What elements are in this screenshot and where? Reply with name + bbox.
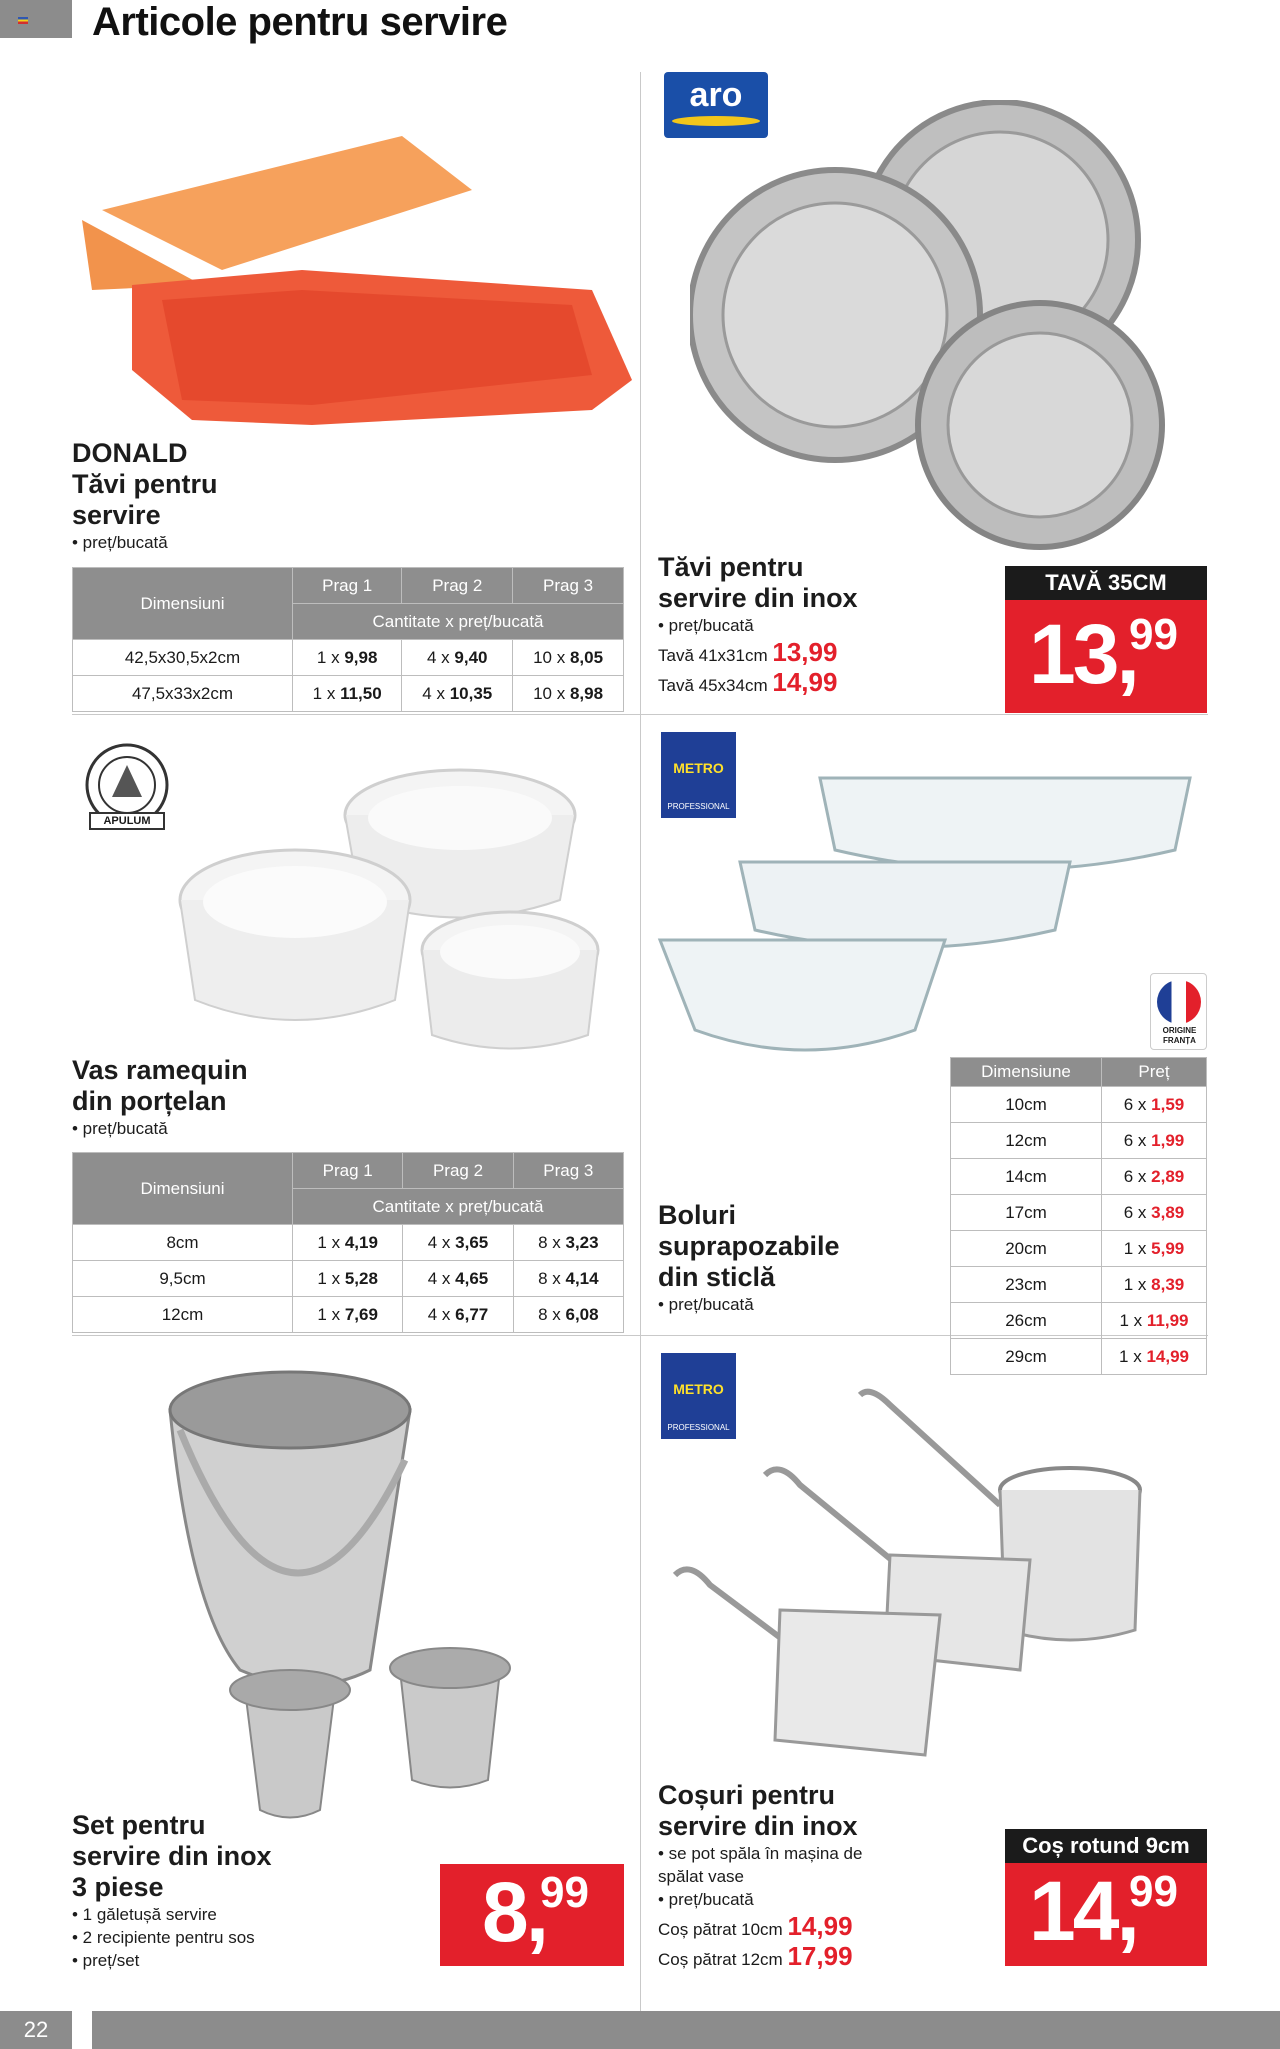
header-tab xyxy=(0,0,72,38)
table-cell: 10cm xyxy=(951,1087,1102,1123)
table-cell: 10 x 8,98 xyxy=(513,676,624,712)
metro-professional-logo: METRO PROFESSIONAL xyxy=(661,732,736,818)
table-cell: 29cm xyxy=(951,1339,1102,1375)
table-row xyxy=(73,1297,624,1333)
product-title-line: din sticlă xyxy=(658,1262,776,1292)
table-cell: 12cm xyxy=(73,1297,293,1333)
table-subheader: Cantitate x preț/bucată xyxy=(293,604,624,640)
product-title-line: Tăvi pentru xyxy=(72,469,218,499)
table-cell: 6 x 3,89 xyxy=(1102,1195,1207,1231)
price-box xyxy=(1005,566,1207,713)
variant-price-line: Coș pătrat 10cm 14,99 xyxy=(658,1911,853,1941)
table-row xyxy=(951,1339,1207,1375)
product-title-line: Vas ramequin xyxy=(72,1055,248,1085)
product-image-ramequins xyxy=(170,750,610,1060)
big-price: 8, 99 xyxy=(482,1865,589,1959)
product-title-line: suprapozabile xyxy=(658,1231,840,1261)
table-row xyxy=(951,1267,1207,1303)
table-row xyxy=(951,1303,1207,1339)
table-row xyxy=(951,1195,1207,1231)
price-note: • preț/bucată xyxy=(72,1119,168,1138)
table-cell: 4 x 6,77 xyxy=(403,1297,513,1333)
table-header: Preț xyxy=(1102,1058,1207,1087)
page-title: Articole pentru servire xyxy=(92,0,508,44)
table-row xyxy=(73,640,624,676)
origin-france-badge: ORIGINE FRANȚA xyxy=(1150,973,1207,1050)
price-box-label: TAVĂ 35CM xyxy=(1005,566,1207,600)
product-title-line: Set pentru xyxy=(72,1810,206,1840)
table-cell: 23cm xyxy=(951,1267,1102,1303)
table-cell: 6 x 2,89 xyxy=(1102,1159,1207,1195)
row-divider xyxy=(72,714,1208,715)
product-title-line: servire din inox xyxy=(658,1811,858,1841)
table-cell: 6 x 1,99 xyxy=(1102,1123,1207,1159)
product-image-inox-trays xyxy=(690,100,1220,550)
table-row xyxy=(73,1225,624,1261)
table-cell: 14cm xyxy=(951,1159,1102,1195)
table-header: Dimensiuni xyxy=(73,568,293,640)
price-box-label: Coș rotund 9cm xyxy=(1005,1829,1207,1863)
table-cell: 1 x 4,19 xyxy=(293,1225,403,1261)
ramequin-price-table xyxy=(72,1152,624,1333)
table-cell: 8 x 4,14 xyxy=(513,1261,623,1297)
variant-price-line: Tavă 41x31cm 13,99 xyxy=(658,637,838,667)
table-subheader: Cantitate x preț/bucată xyxy=(293,1189,624,1225)
product-image-wire-baskets xyxy=(670,1385,1180,1765)
table-cell: 8 x 6,08 xyxy=(513,1297,623,1333)
flag-icon xyxy=(18,17,28,24)
product-image-bucket-set xyxy=(150,1370,570,1830)
table-cell: 8cm xyxy=(73,1225,293,1261)
price-box xyxy=(1005,1829,1207,1966)
table-cell: 20cm xyxy=(951,1231,1102,1267)
product-title-line: servire din inox xyxy=(658,583,858,613)
price-note: • preț/bucată xyxy=(658,616,754,635)
table-row xyxy=(951,1231,1207,1267)
page-number: 22 xyxy=(0,2011,72,2049)
table-cell: 10 x 8,05 xyxy=(513,640,624,676)
table-header: Prag 1 xyxy=(293,568,402,604)
table-cell: 4 x 10,35 xyxy=(402,676,513,712)
product-title-line: servire din inox xyxy=(72,1841,272,1871)
table-cell: 47,5x33x2cm xyxy=(73,676,293,712)
table-cell: 1 x 14,99 xyxy=(1102,1339,1207,1375)
table-cell: 4 x 4,65 xyxy=(403,1261,513,1297)
table-cell: 1 x 11,50 xyxy=(293,676,402,712)
product-title-line: Boluri xyxy=(658,1200,736,1230)
table-cell: 4 x 3,65 xyxy=(403,1225,513,1261)
table-header: Dimensiuni xyxy=(73,1153,293,1225)
product-brand: DONALD xyxy=(72,438,188,468)
table-cell: 17cm xyxy=(951,1195,1102,1231)
table-cell: 8 x 3,23 xyxy=(513,1225,623,1261)
apulum-logo: APULUM xyxy=(72,735,182,835)
france-flag-icon xyxy=(1157,980,1201,1024)
table-cell: 1 x 5,99 xyxy=(1102,1231,1207,1267)
table-cell: 26cm xyxy=(951,1303,1102,1339)
donald-price-table xyxy=(72,567,624,712)
table-cell: 9,5cm xyxy=(73,1261,293,1297)
product-title-line: servire xyxy=(72,500,161,530)
table-row xyxy=(73,1261,624,1297)
price-box xyxy=(440,1864,624,1966)
table-header: Prag 1 xyxy=(293,1153,403,1189)
aro-logo: aro xyxy=(664,72,768,138)
table-cell: 1 x 5,28 xyxy=(293,1261,403,1297)
product-title-line: Tăvi pentru xyxy=(658,552,804,582)
table-cell: 4 x 9,40 xyxy=(402,640,513,676)
metro-professional-logo: METRO PROFESSIONAL xyxy=(661,1353,736,1439)
table-row xyxy=(951,1159,1207,1195)
variant-price-line: Tavă 45x34cm 14,99 xyxy=(658,667,838,697)
table-header: Dimensiune xyxy=(951,1058,1102,1087)
big-price: 14, 99 xyxy=(1029,1864,1178,1958)
table-cell: 1 x 7,69 xyxy=(293,1297,403,1333)
big-price: 13, 99 xyxy=(1029,607,1178,701)
product-title-line: din porțelan xyxy=(72,1086,227,1116)
price-note: • preț/bucată xyxy=(72,533,168,552)
table-cell: 1 x 11,99 xyxy=(1102,1303,1207,1339)
table-cell: 12cm xyxy=(951,1123,1102,1159)
table-header: Prag 3 xyxy=(513,568,624,604)
table-header: Prag 3 xyxy=(513,1153,623,1189)
footer-bar xyxy=(92,2011,1280,2049)
column-divider xyxy=(640,72,641,2015)
table-header: Prag 2 xyxy=(403,1153,513,1189)
table-cell: 1 x 8,39 xyxy=(1102,1267,1207,1303)
bowls-price-table xyxy=(950,1057,1207,1375)
table-cell: 42,5x30,5x2cm xyxy=(73,640,293,676)
product-title-line: Coșuri pentru xyxy=(658,1780,836,1810)
table-header: Prag 2 xyxy=(402,568,513,604)
price-note: • preț/bucată xyxy=(658,1295,754,1314)
table-row xyxy=(951,1123,1207,1159)
product-title-line: 3 piese xyxy=(72,1872,164,1902)
variant-price-line: Coș pătrat 12cm 17,99 xyxy=(658,1941,853,1971)
table-cell: 1 x 9,98 xyxy=(293,640,402,676)
product-image-plastic-trays xyxy=(72,120,632,430)
table-row xyxy=(73,676,624,712)
product-notes: • se pot spăla în mașina de spălat vase • preț/bucată xyxy=(658,1844,863,1909)
product-notes: • 1 găletușă servire • 2 recipiente pentru sos • preț/set xyxy=(72,1905,255,1970)
table-row xyxy=(951,1087,1207,1123)
table-cell: 6 x 1,59 xyxy=(1102,1087,1207,1123)
